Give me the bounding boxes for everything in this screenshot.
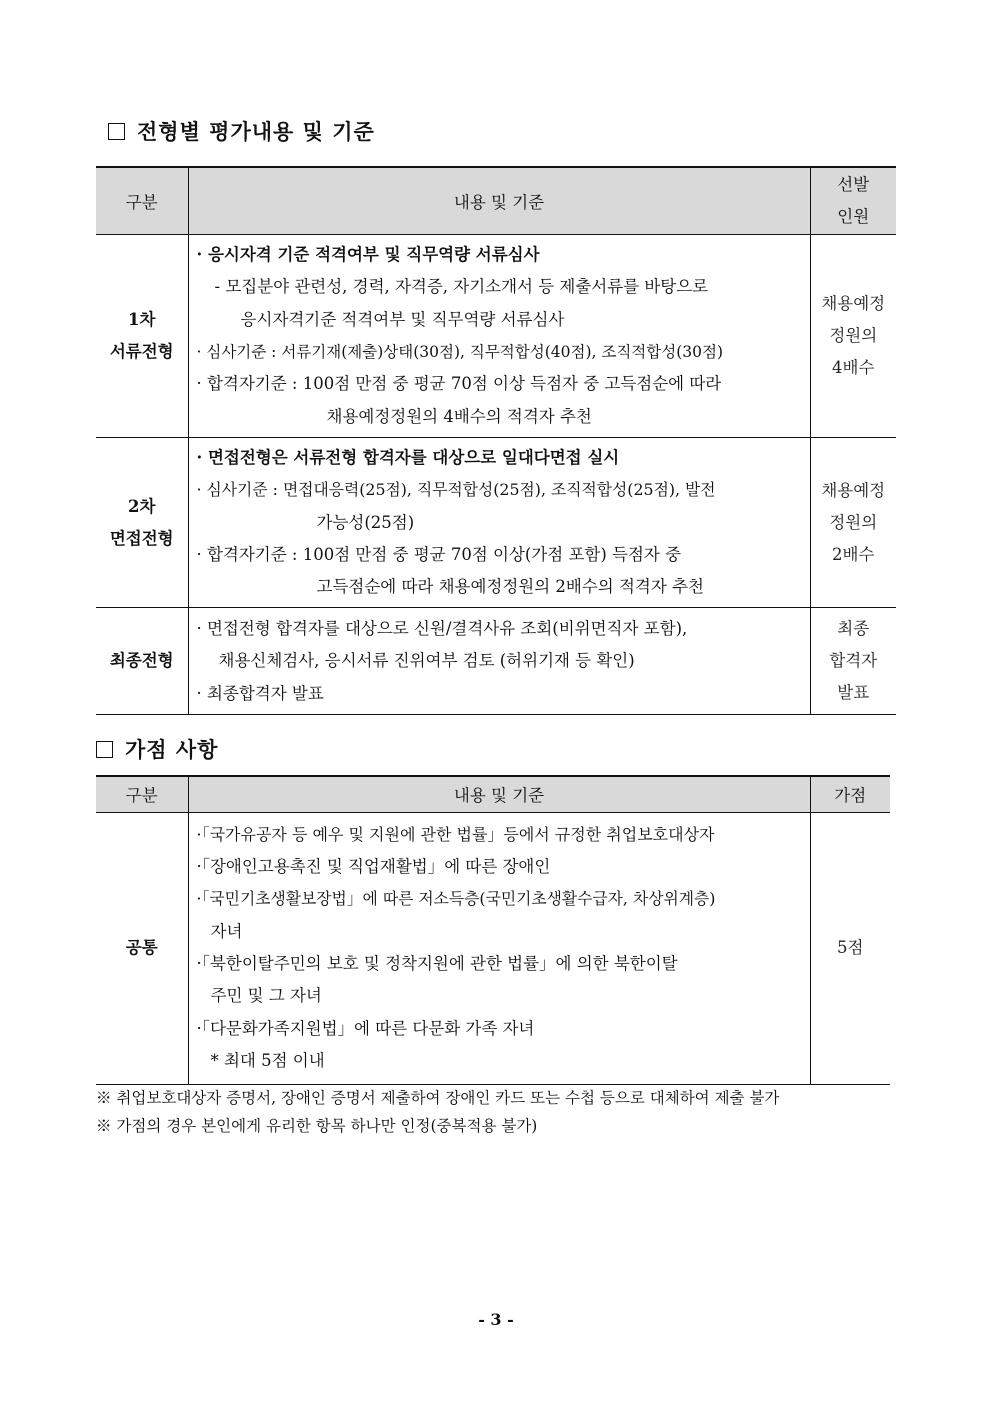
section-title-text: 가점 사항 [125,737,219,762]
table-row [96,812,890,1084]
selection-line: 발표 [837,683,870,703]
content-line: 고득점순에 따라 채용예정정원의 2배수의 적격자 추천 [316,577,704,597]
selection-cell [810,235,896,438]
stage-label: 2차 [128,496,156,516]
content-line: · 심사기준 : 면접대응력(25점), 직무적합성(25점), 조직적합성(25점), 발전 [196,480,716,500]
checkbox-square-icon [96,741,113,758]
content-cell [188,438,810,608]
selection-line: 정원의 [829,326,878,345]
page-number: - 3 - [478,1310,514,1329]
content-line: ·「다문화가족지원법」에 따른 다문화 가족 자녀 [196,1018,535,1038]
stage-label: 서류전형 [109,342,174,361]
category-cell: 공통 [125,938,158,957]
header-category: 구분 [96,776,188,812]
content-line: - 모집분야 관련성, 경력, 자격증, 자기소개서 등 제출서류를 바탕으로 [214,277,709,297]
table-header-row [96,776,890,812]
content-line: * 최대 5점 이내 [210,1050,325,1070]
content-line: ·「북한이탈주민의 보호 및 정착지원에 관한 법률」에 의한 북한이탈 [196,954,678,973]
content-cell [188,812,810,1084]
content-line: 가능성(25점) [316,512,415,532]
table-row [96,235,896,438]
content-line: · 합격자기준 : 100점 만점 중 평균 70점 이상 득점자 중 고득점순에 따라 [196,374,722,394]
content-cell [188,235,810,438]
content-line: 채용신체검사, 응시서류 진위여부 검토 (허위기재 등 확인) [218,651,635,671]
content-line: ·「국가유공자 등 예우 및 지원에 관한 법률」등에서 규정한 취업보호대상자 [196,824,715,844]
header-selection [810,167,896,235]
footnote: ※ 취업보호대상자 증명서, 장애인 증명서 제출하여 장애인 카드 또는 수첩 등으로 대체하여 제출 불가 [96,1089,780,1107]
table-row [96,438,896,608]
header-points: 가점 [810,776,890,812]
content-line: · 최종합격자 발표 [196,683,324,703]
section-title-bonus [96,734,218,764]
content-line: 응시자격기준 적격여부 및 직무역량 서류심사 [240,309,565,329]
evaluation-table [96,166,896,715]
header-content: 내용 및 기준 [188,167,810,235]
content-line: · 면접전형 합격자를 대상으로 신원/결격사유 조회(비위면직자 포함), [196,619,688,639]
selection-cell [810,438,896,608]
selection-cell [810,608,896,715]
selection-line: 채용예정 [821,294,886,313]
content-line: 자녀 [210,921,243,941]
stage-cell [96,438,188,608]
content-line: ·「장애인고용촉진 및 직업재활법」에 따른 장애인 [196,857,551,877]
section-title-evaluation [108,116,375,146]
stage-cell [96,235,188,438]
stage-label: 1차 [128,310,156,329]
table-row [96,608,896,715]
table-header-row [96,167,896,235]
footnotes [96,1084,779,1140]
selection-line: 채용예정 [821,480,886,500]
selection-line: 2배수 [832,544,875,564]
content-cell [188,608,810,715]
content-line: 채용예정정원의 4배수의 적격자 추천 [326,406,592,426]
footnote: ※ 가점의 경우 본인에게 유리한 항목 하나만 인정(중복적용 불가) [96,1117,538,1135]
content-line: · 심사기준 : 서류기재(제출)상태(30점), 직무적합성(40점), 조직적합성(30점) [196,343,724,361]
stage-label: 최종전형 [109,651,174,671]
header-category: 구분 [96,167,188,235]
header-content: 내용 및 기준 [188,776,810,812]
content-line: · 합격자기준 : 100점 만점 중 평균 70점 이상(가점 포함) 득점자 중 [196,544,682,564]
selection-line: 정원의 [829,512,878,532]
header-selection-line2: 인원 [837,207,870,226]
selection-line: 4배수 [832,358,875,377]
content-line: ·「국민기초생활보장법」에 따른 저소득층(국민기초생활수급자, 차상위계층) [196,889,716,909]
bonus-table [96,775,890,1085]
points-cell: 5점 [810,812,890,1084]
checkbox-square-icon [108,123,125,140]
stage-cell [96,608,188,715]
section-title-text: 전형별 평가내용 및 기준 [137,119,375,144]
header-selection-line1: 선발 [837,175,870,194]
selection-line: 최종 [837,619,870,639]
content-line: 주민 및 그 자녀 [210,986,322,1006]
content-line: · 응시자격 기준 적격여부 및 직무역량 서류심사 [196,245,540,265]
selection-line: 합격자 [829,651,878,671]
content-line: · 면접전형은 서류전형 합격자를 대상으로 일대다면접 실시 [196,448,620,467]
stage-label: 면접전형 [109,528,174,548]
